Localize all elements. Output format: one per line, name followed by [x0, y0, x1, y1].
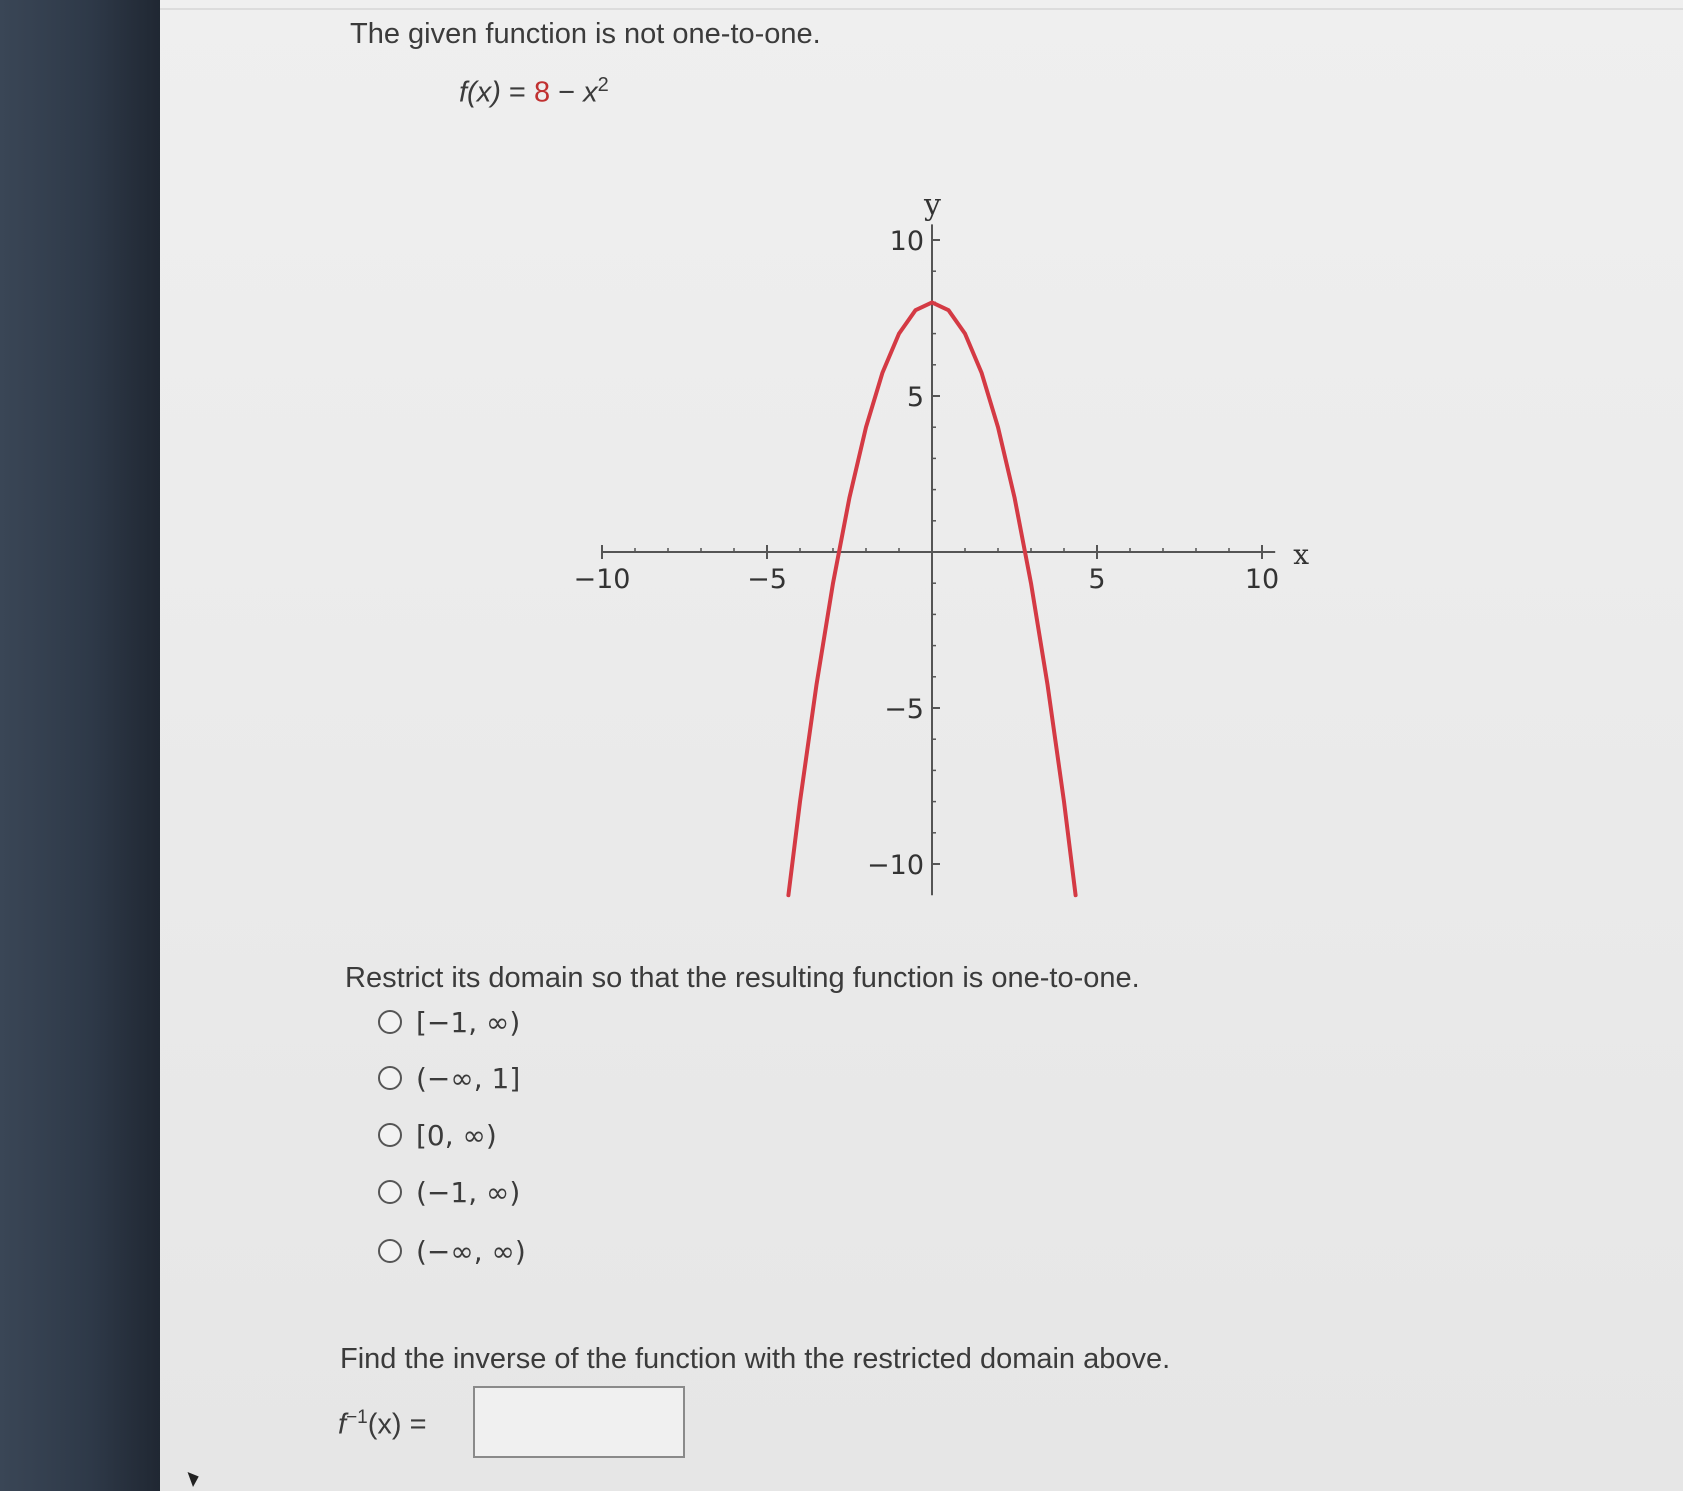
option-4[interactable] [378, 1172, 520, 1212]
option-label-2: (−∞, 1] [416, 1061, 521, 1095]
equals-sign: = [500, 76, 534, 109]
x-tick-label: 5 [1088, 564, 1106, 595]
graph-axes [602, 224, 1275, 895]
inverse-prompt: Find the inverse of the function with the restricted domain above. [340, 1343, 1171, 1375]
graph-tick-labels [574, 187, 1310, 881]
inverse-f: f [338, 1408, 347, 1441]
x-tick-label: −5 [747, 564, 787, 595]
radio-button-3[interactable] [378, 1123, 402, 1147]
inverse-answer-input[interactable] [473, 1386, 685, 1458]
x-tick-label: −10 [573, 564, 631, 595]
exponent: 2 [597, 74, 609, 96]
minus-sign: − [550, 76, 584, 109]
x-axis-label: x [1293, 538, 1309, 571]
function-graph [160, 0, 1683, 940]
function-name: f(x) [459, 76, 501, 109]
radio-button-4[interactable] [378, 1180, 402, 1204]
x-tick-label: 10 [1244, 564, 1280, 595]
option-label-5: (−∞, ∞) [416, 1234, 526, 1268]
radio-button-2[interactable] [378, 1066, 402, 1090]
y-tick-label: −10 [867, 850, 924, 881]
option-3[interactable] [378, 1115, 497, 1155]
y-tick-label: 10 [889, 226, 924, 257]
y-tick-label: −5 [884, 694, 924, 725]
y-tick-label: 5 [906, 382, 924, 413]
option-1[interactable] [378, 1002, 520, 1042]
option-label-1: [−1, ∞) [416, 1005, 521, 1039]
question-prompt: The given function is not one-to-one. [350, 18, 821, 50]
y-axis-label: y [924, 187, 941, 223]
question-page [160, 0, 1683, 1491]
monitor-bezel [0, 0, 165, 1491]
option-5[interactable] [378, 1231, 526, 1271]
option-2[interactable] [378, 1058, 520, 1098]
variable-term: x [583, 76, 598, 109]
restrict-prompt: Restrict its domain so that the resulting function is one-to-one. [345, 962, 1140, 994]
inverse-label [338, 1407, 427, 1442]
radio-button-5[interactable] [378, 1239, 402, 1263]
option-label-4: (−1, ∞) [416, 1175, 521, 1209]
constant-term: 8 [533, 76, 551, 109]
option-label-3: [0, ∞) [416, 1118, 497, 1152]
radio-button-1[interactable] [378, 1010, 402, 1034]
inverse-rest: (x) = [367, 1408, 427, 1441]
inverse-exponent: −1 [346, 1407, 368, 1428]
